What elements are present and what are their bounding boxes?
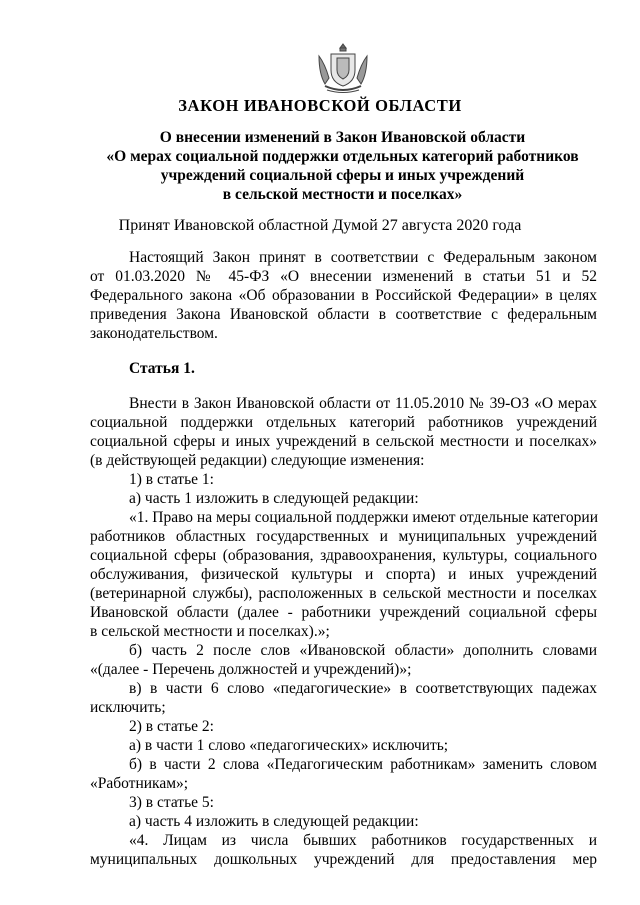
article-line: 2) в статье 2: xyxy=(129,718,214,735)
law-title xyxy=(70,128,615,204)
article-line: в) в части 6 слово «педагогические» в соответствующих падежах xyxy=(129,680,597,697)
article-line: 3) в статье 5: xyxy=(129,794,214,811)
article-line: обслуживания, физической культуры и спорта) и иных учреждений xyxy=(90,566,597,583)
title-line: О внесении изменений в Закон Ивановской области xyxy=(159,129,526,146)
adoption-line: Принят Ивановской областной Думой 27 августа 2020 года xyxy=(118,217,522,234)
article-line: социальной поддержки отдельных категорий работников учреждений xyxy=(90,414,597,431)
article-line: работников областных государственных и муниципальных учреждений xyxy=(90,528,597,545)
title-line: учреждений социальной сферы и иных учреждений xyxy=(160,167,525,184)
article-line: б) часть 2 после слов «Ивановской области» дополнить словами xyxy=(129,642,597,659)
article-line: Внести в Закон Ивановской области от 11.05.2010 № 39-ОЗ «О мерах xyxy=(129,395,597,412)
law-heading: ЗАКОН ИВАНОВСКОЙ ОБЛАСТИ xyxy=(178,96,462,115)
article-line: (ветеринарной службы), расположенных в сельской местности и поселках xyxy=(90,585,597,602)
article-line: а) часть 4 изложить в следующей редакции: xyxy=(129,813,419,830)
article-line: социальной сферы и иных учреждений в сельской местности и поселках» xyxy=(90,433,597,450)
preamble-line: от 01.03.2020 № 45-ФЗ «О внесении изменений в статьи 51 и 52 xyxy=(90,268,597,285)
article-line: 1) в статье 1: xyxy=(129,471,214,488)
article-line: «1. Право на меры социальной поддержки имеют отдельные категории xyxy=(129,509,598,526)
article-line: «(далее - Перечень должностей и учреждений)»; xyxy=(90,661,412,678)
coat-of-arms-icon xyxy=(313,42,373,94)
article-line: «Работникам»; xyxy=(90,775,189,792)
article-line: социальной сферы (образования, здравоохранения, культуры, социального xyxy=(90,547,597,564)
title-line: «О мерах социальной поддержки отдельных категорий работников xyxy=(106,148,579,165)
preamble-line: законодательством. xyxy=(90,325,218,342)
article-line: муниципальных дошкольных учреждений для предоставления мер xyxy=(90,851,597,868)
preamble-line: приведения Закона Ивановской области в соответствие с федеральным xyxy=(90,306,597,323)
article-line: а) в части 1 слово «педагогических» исключить; xyxy=(129,737,449,754)
article-title: Статья 1. xyxy=(129,360,195,377)
law-body xyxy=(90,248,597,869)
article-line: «4. Лицам из числа бывших работников государственных и xyxy=(129,832,597,849)
article-line: б) в части 2 слова «Педагогическим работникам» заменить словом xyxy=(129,756,597,773)
article-line: а) часть 1 изложить в следующей редакции: xyxy=(129,490,419,507)
article-line: исключить; xyxy=(90,699,166,716)
title-line: в сельской местности и поселках» xyxy=(222,186,463,203)
preamble-line: Настоящий Закон принят в соответствии с Федеральным законом xyxy=(129,249,597,266)
preamble-line: Федерального закона «Об образовании в Российской Федерации» в целях xyxy=(90,287,597,304)
article-line: в сельской местности и поселках).»; xyxy=(90,623,330,640)
article-line: Ивановской области (далее - работники учреждений социальной сферы xyxy=(90,604,597,621)
article-line: (в действующей редакции) следующие изменения: xyxy=(90,452,425,469)
